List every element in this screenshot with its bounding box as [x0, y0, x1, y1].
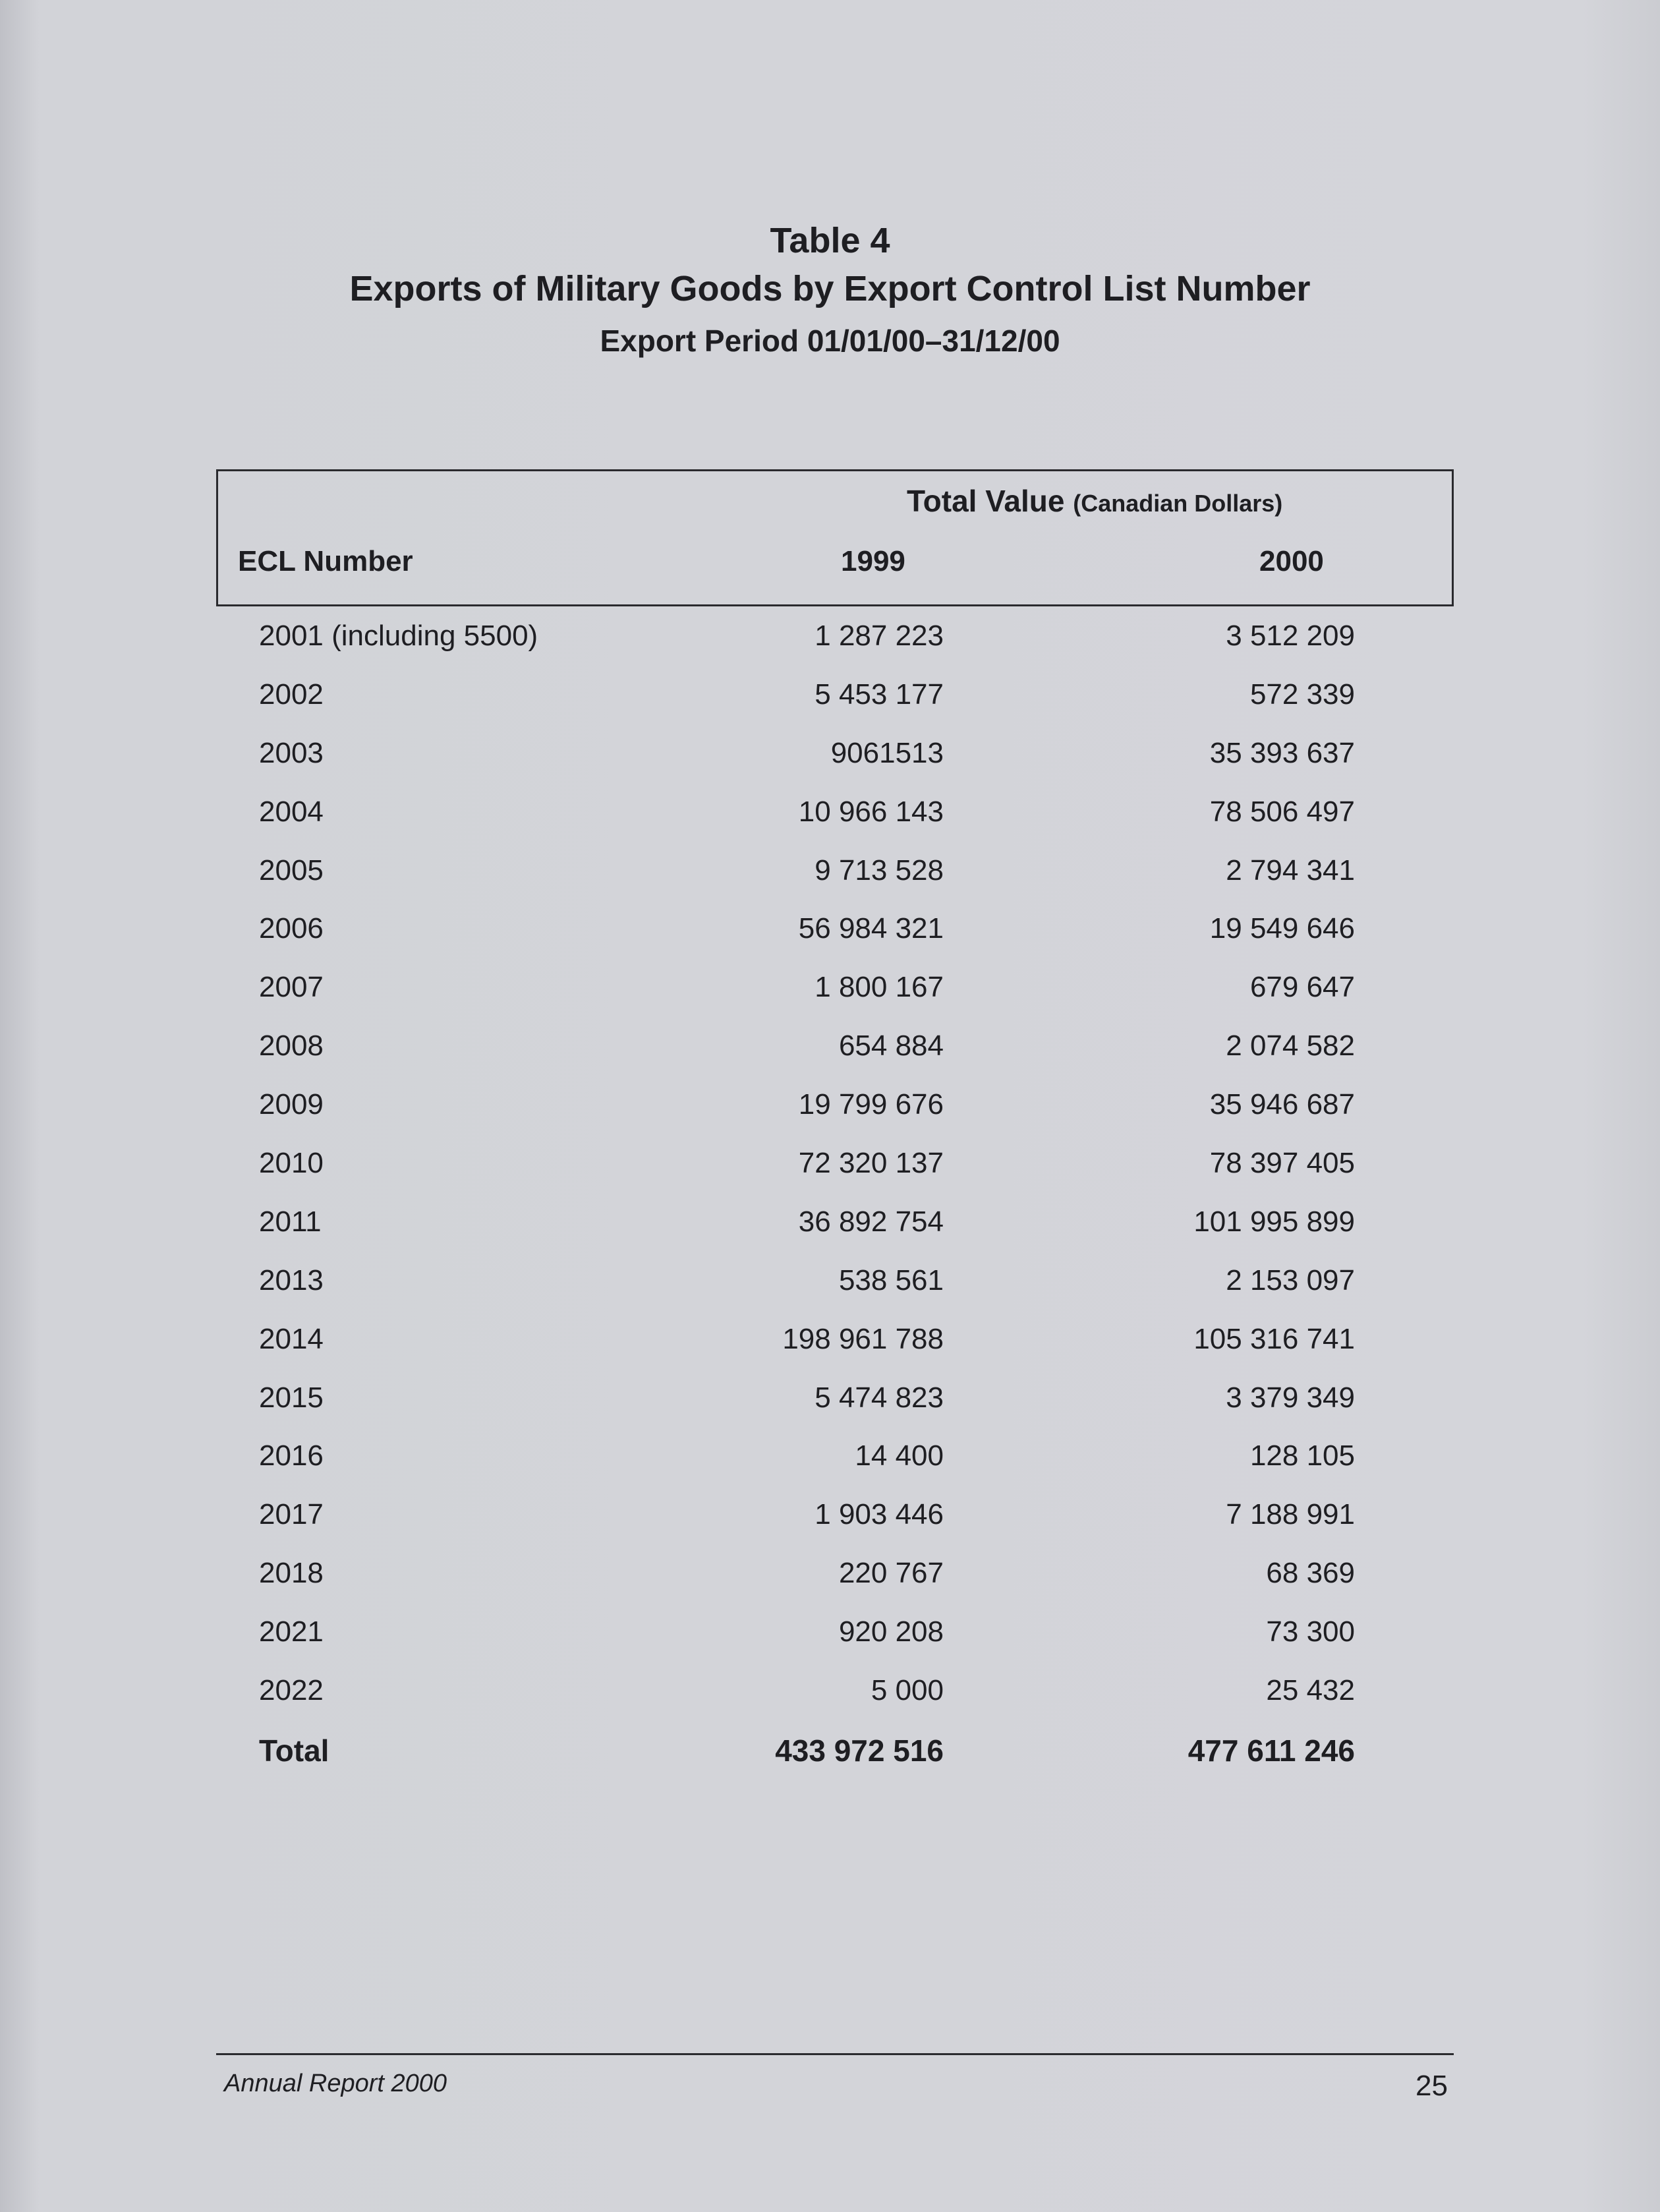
- value-2000-cell: 78 397 405: [1209, 1147, 1355, 1180]
- table-row: [0, 1323, 1660, 1382]
- value-1999-cell: 36 892 754: [798, 1205, 944, 1238]
- export-period: Export Period 01/01/00–31/12/00: [600, 324, 1060, 358]
- value-1999-cell: 654 884: [838, 1030, 944, 1062]
- value-1999-cell: 10 966 143: [798, 795, 944, 828]
- value-1999-cell: 14 400: [855, 1440, 944, 1472]
- table-row: [0, 1674, 1660, 1733]
- table-row: [0, 1147, 1660, 1206]
- ecl-number-cell: 2017: [259, 1498, 324, 1531]
- ecl-number-cell: 2005: [259, 854, 324, 887]
- value-1999-cell: 9 713 528: [815, 854, 944, 887]
- ecl-number-cell: 2001 (including 5500): [259, 620, 538, 652]
- table-row: [0, 1440, 1660, 1498]
- table-row: [0, 796, 1660, 854]
- value-2000-cell: 2 153 097: [1226, 1264, 1355, 1296]
- ecl-number-cell: 2014: [259, 1322, 324, 1355]
- value-2000-cell: 679 647: [1249, 971, 1355, 1004]
- value-2000-cell: 68 369: [1266, 1557, 1355, 1590]
- ecl-number-cell: 2009: [259, 1088, 324, 1121]
- value-2000-cell: 7 188 991: [1226, 1498, 1355, 1531]
- ecl-number-cell: 2013: [259, 1264, 324, 1296]
- total-value-header: [907, 483, 1282, 519]
- total-value-unit: (Canadian Dollars): [1073, 490, 1283, 517]
- ecl-number-cell: 2008: [259, 1030, 324, 1062]
- column-header-ecl: ECL Number: [238, 545, 413, 577]
- ecl-number-cell: 2007: [259, 971, 324, 1004]
- table-row: [0, 620, 1660, 678]
- table-row: [0, 678, 1660, 737]
- value-1999-cell: 538 561: [838, 1264, 944, 1296]
- ecl-number-cell: 2021: [259, 1615, 324, 1648]
- value-1999-cell: 1 287 223: [815, 620, 944, 652]
- ecl-number-cell: 2002: [259, 678, 324, 711]
- value-2000-cell: 35 946 687: [1209, 1088, 1355, 1121]
- table-row: [0, 1088, 1660, 1147]
- table-header: [216, 469, 1454, 606]
- ecl-number-cell: 2016: [259, 1440, 324, 1472]
- value-2000-cell: 2 794 341: [1226, 854, 1355, 887]
- ecl-number-cell: 2004: [259, 795, 324, 828]
- value-2000-cell: 3 379 349: [1226, 1381, 1355, 1414]
- value-1999-cell: 72 320 137: [798, 1147, 944, 1180]
- total-2000-cell: 477 611 246: [1188, 1733, 1355, 1768]
- table-title: Exports of Military Goods by Export Control List Number: [349, 269, 1311, 308]
- table-row: [0, 1206, 1660, 1264]
- value-1999-cell: 5 000: [871, 1674, 944, 1707]
- value-2000-cell: 35 393 637: [1209, 736, 1355, 769]
- value-2000-cell: 2 074 582: [1226, 1030, 1355, 1062]
- value-1999-cell: 5 474 823: [815, 1381, 944, 1414]
- table-row: [0, 854, 1660, 913]
- value-1999-cell: 1 903 446: [815, 1498, 944, 1531]
- footer-divider: [216, 2053, 1454, 2055]
- value-2000-cell: 572 339: [1249, 678, 1355, 711]
- value-1999-cell: 5 453 177: [815, 678, 944, 711]
- table-row: [0, 912, 1660, 971]
- value-1999-cell: 198 961 788: [782, 1322, 944, 1355]
- value-2000-cell: 78 506 497: [1209, 795, 1355, 828]
- table-number: Table 4: [770, 221, 890, 260]
- table-row: [0, 737, 1660, 796]
- value-1999-cell: 56 984 321: [798, 912, 944, 945]
- ecl-number-cell: 2006: [259, 912, 324, 945]
- total-label: Total: [259, 1733, 329, 1768]
- table-row: [0, 971, 1660, 1030]
- value-1999-cell: 9061513: [830, 736, 944, 769]
- total-1999-cell: 433 972 516: [775, 1733, 944, 1768]
- ecl-number-cell: 2018: [259, 1557, 324, 1590]
- table-row: [0, 1382, 1660, 1440]
- ecl-number-cell: 2022: [259, 1674, 324, 1707]
- table-row: [0, 1498, 1660, 1557]
- title-block: [0, 218, 1660, 368]
- value-2000-cell: 25 432: [1266, 1674, 1355, 1707]
- value-2000-cell: 73 300: [1266, 1615, 1355, 1648]
- value-2000-cell: 3 512 209: [1226, 620, 1355, 652]
- value-2000-cell: 101 995 899: [1193, 1205, 1355, 1238]
- table-row: [0, 1615, 1660, 1674]
- value-2000-cell: 128 105: [1249, 1440, 1355, 1472]
- value-1999-cell: 1 800 167: [815, 971, 944, 1004]
- ecl-number-cell: 2003: [259, 736, 324, 769]
- footer-report-title: Annual Report 2000: [224, 2070, 447, 2097]
- ecl-number-cell: 2010: [259, 1147, 324, 1180]
- ecl-number-cell: 2011: [259, 1205, 322, 1238]
- table-body: [0, 620, 1660, 1791]
- table-row: [0, 1264, 1660, 1323]
- column-header-1999: 1999: [841, 545, 905, 577]
- page-number: 25: [1416, 2070, 1448, 2102]
- value-1999-cell: 19 799 676: [798, 1088, 944, 1121]
- column-header-2000: 2000: [1259, 545, 1324, 577]
- total-value-label: Total Value: [907, 484, 1065, 518]
- value-2000-cell: 105 316 741: [1193, 1322, 1355, 1355]
- value-2000-cell: 19 549 646: [1209, 912, 1355, 945]
- ecl-number-cell: 2015: [259, 1381, 324, 1414]
- value-1999-cell: 220 767: [838, 1557, 944, 1590]
- total-row: [0, 1733, 1660, 1791]
- table-row: [0, 1557, 1660, 1615]
- value-1999-cell: 920 208: [838, 1615, 944, 1648]
- table-row: [0, 1030, 1660, 1088]
